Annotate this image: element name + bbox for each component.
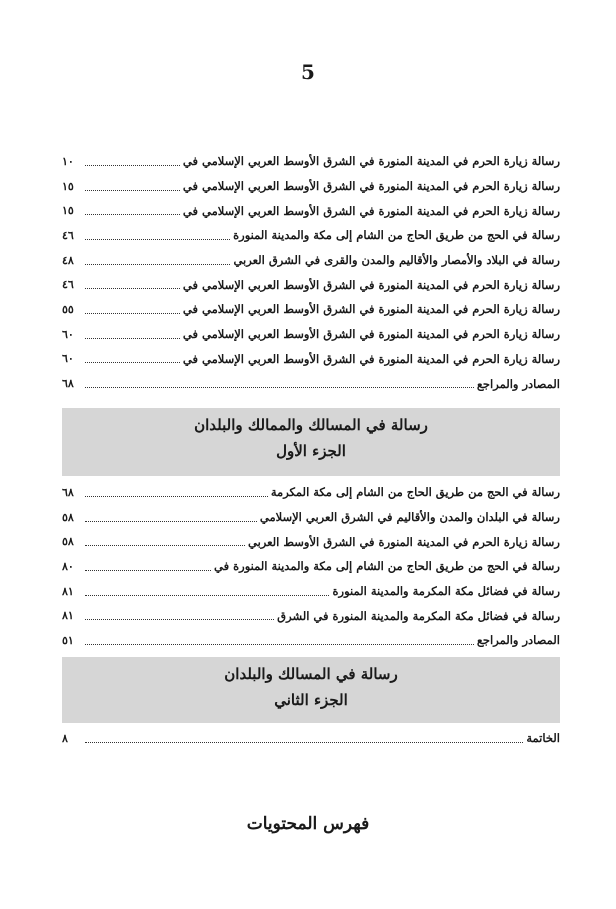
dot-leader xyxy=(85,338,180,339)
dot-leader xyxy=(85,288,180,289)
dot-leader xyxy=(85,521,257,522)
toc-entry-text: رسالة زيارة الحرم في المدينة المنورة في الشرق الأوسط العربي الإسلامي في xyxy=(182,277,560,292)
toc-entry[interactable] xyxy=(62,347,560,372)
toc-entry[interactable] xyxy=(62,726,560,751)
toc-group-1 xyxy=(62,149,560,396)
dot-leader xyxy=(85,165,180,166)
toc-entry-page: ٥٨ xyxy=(62,535,74,549)
dot-leader xyxy=(85,496,268,497)
toc-entry[interactable] xyxy=(62,628,560,653)
toc-entry-text: رسالة في البلدان والمدن والأقاليم في الشرق العربي الإسلامي xyxy=(259,510,560,525)
section-title: رسالة في المسالك والبلدان xyxy=(224,665,398,683)
toc-entry[interactable] xyxy=(62,149,560,174)
toc-entry-page: ٨١ xyxy=(62,584,74,598)
dot-leader xyxy=(85,239,230,240)
toc-entry[interactable] xyxy=(62,529,560,554)
toc-entry[interactable] xyxy=(62,198,560,223)
toc-entry-text: المصادر والمراجع xyxy=(476,376,560,391)
toc-entry-text: رسالة زيارة الحرم في المدينة المنورة في الشرق الأوسط العربي الإسلامي في xyxy=(182,179,560,194)
toc-entry[interactable] xyxy=(62,297,560,322)
dot-leader xyxy=(85,595,329,596)
dot-leader xyxy=(85,190,180,191)
section-header-2 xyxy=(62,657,560,723)
toc-entry-text: رسالة زيارة الحرم في المدينة المنورة في الشرق الأوسط العربي الإسلامي في xyxy=(182,302,560,317)
dot-leader xyxy=(85,545,245,546)
toc-entry-page: ٨٠ xyxy=(62,559,74,573)
toc-group-3 xyxy=(62,726,560,751)
dot-leader xyxy=(85,742,523,743)
section-subtitle: الجزء الثاني xyxy=(274,691,348,709)
toc-entry[interactable] xyxy=(62,603,560,628)
toc-entry-text: المصادر والمراجع xyxy=(476,633,560,648)
toc-entry-text: رسالة زيارة الحرم في المدينة المنورة في الشرق الأوسط العربي الإسلامي في xyxy=(182,327,560,342)
dot-leader xyxy=(85,619,274,620)
toc-entry-text: الخاتمة xyxy=(526,731,560,746)
toc-entry-page: ٥١ xyxy=(62,633,74,647)
toc-entry-text: رسالة زيارة الحرم في المدينة المنورة في الشرق الأوسط العربي xyxy=(247,534,560,549)
toc-entry-page: ٨١ xyxy=(62,609,74,623)
toc-entry-page: ٦٠ xyxy=(62,352,74,366)
dot-leader xyxy=(85,570,211,571)
dot-leader xyxy=(85,387,474,388)
toc-entry-page: ٤٦ xyxy=(62,228,74,242)
toc-entry-text: رسالة في الحج من طريق الحاج من الشام إلى مكة والمدينة المنورة xyxy=(233,228,560,243)
toc-entry-page: ٤٦ xyxy=(62,278,74,292)
section-subtitle: الجزء الأول xyxy=(276,442,346,460)
toc-entry-page: ١٥ xyxy=(62,179,74,193)
toc-entry-text: رسالة في البلاد والأمصار والأقاليم والمدن والقرى في الشرق العربي xyxy=(233,253,560,268)
toc-entry[interactable] xyxy=(62,248,560,273)
toc-entry-text: رسالة في فضائل مكة المكرمة والمدينة المنورة xyxy=(332,584,560,599)
toc-entry-page: ٥٨ xyxy=(62,510,74,524)
toc-entry[interactable] xyxy=(62,371,560,396)
section-header-1 xyxy=(62,408,560,476)
toc-entry-text: رسالة في الحج من طريق الحاج من الشام إلى مكة المكرمة xyxy=(270,485,560,500)
toc-entry[interactable] xyxy=(62,223,560,248)
toc-entry[interactable] xyxy=(62,579,560,604)
section-title: رسالة في المسالك والممالك والبلدان xyxy=(194,416,428,434)
toc-entry-text: رسالة زيارة الحرم في المدينة المنورة في الشرق الأوسط العربي الإسلامي في xyxy=(182,154,560,169)
toc-entry-page: ٦٨ xyxy=(62,485,74,499)
dot-leader xyxy=(85,313,180,314)
toc-group-2 xyxy=(62,480,560,653)
toc-entry-page: ١٠ xyxy=(62,154,74,168)
toc-entry[interactable] xyxy=(62,322,560,347)
toc-entry-text: رسالة زيارة الحرم في المدينة المنورة في الشرق الأوسط العربي الإسلامي في xyxy=(182,351,560,366)
toc-entry-page: ١٥ xyxy=(62,204,74,218)
dot-leader xyxy=(85,214,180,215)
page-number: 5 xyxy=(301,60,315,84)
toc-entry-text: رسالة زيارة الحرم في المدينة المنورة في الشرق الأوسط العربي الإسلامي في xyxy=(182,203,560,218)
toc-entry[interactable] xyxy=(62,272,560,297)
toc-entry[interactable] xyxy=(62,480,560,505)
toc-entry-page: ٥٥ xyxy=(62,302,74,316)
toc-entry-page: ٨ xyxy=(62,731,68,745)
dot-leader xyxy=(85,264,230,265)
toc-entry-page: ٤٨ xyxy=(62,253,74,267)
dot-leader xyxy=(85,644,474,645)
toc-entry[interactable] xyxy=(62,554,560,579)
dot-leader xyxy=(85,362,180,363)
toc-entry[interactable] xyxy=(62,174,560,199)
toc-entry-page: ٦٨ xyxy=(62,377,74,391)
toc-entry[interactable] xyxy=(62,505,560,530)
toc-entry-text: رسالة في الحج من طريق الحاج من الشام إلى مكة والمدينة المنورة في xyxy=(214,559,560,574)
toc-entry-page: ٦٠ xyxy=(62,327,74,341)
toc-entry-text: رسالة في فضائل مكة المكرمة والمدينة المنورة في الشرق xyxy=(277,608,560,623)
footer-title: فهرس المحتويات xyxy=(246,814,370,834)
